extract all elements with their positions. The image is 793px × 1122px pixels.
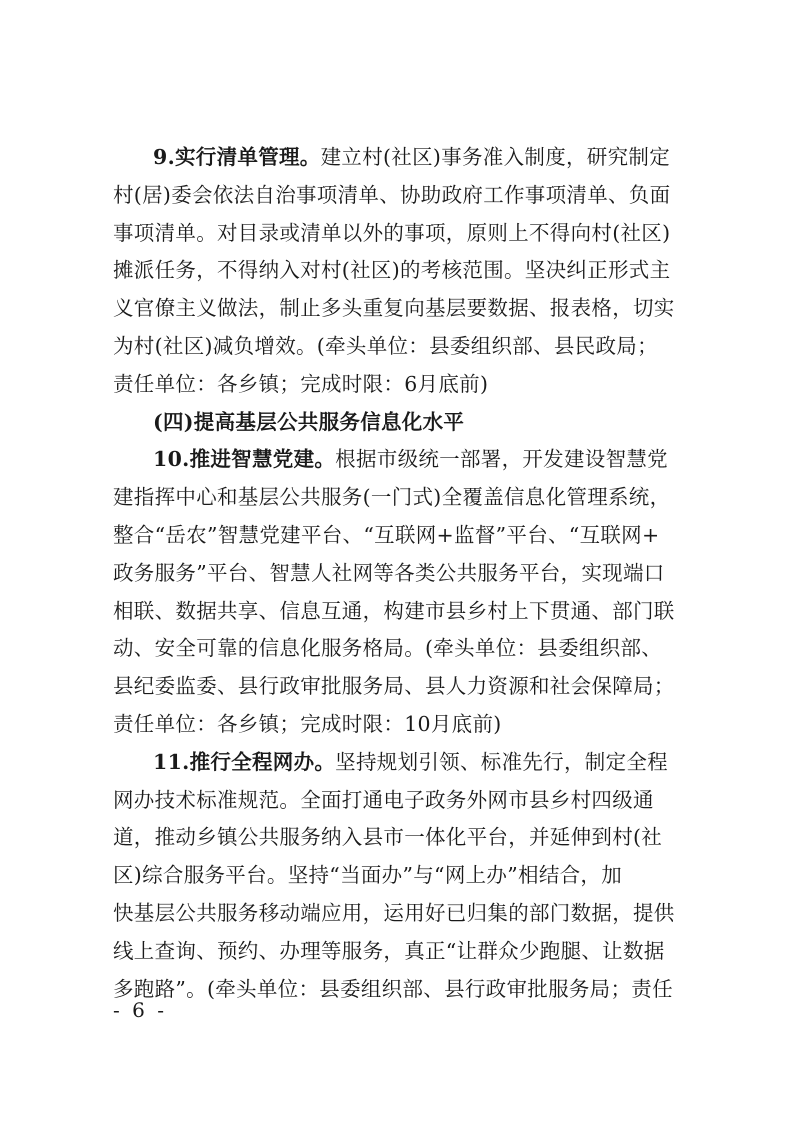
body-line: 区)综合服务平台。坚持“当面办”与“网上办”相结合，加 bbox=[113, 863, 623, 888]
body-line: 摊派任务，不得纳入对村(社区)的考核范围。坚决纠正形式主 bbox=[113, 258, 671, 283]
paragraph-heading: 10.推进智慧党建。 bbox=[153, 447, 336, 472]
paragraph-heading: 11.推行全程网办。 bbox=[153, 749, 336, 774]
body-line: 网办技术标准规范。全面打通电子政务外网市县乡村四级通 bbox=[113, 787, 654, 812]
body-line: 义官僚主义做法，制止多头重复向基层要数据、报表格，切实 bbox=[113, 296, 675, 321]
body-line: 事项清单。对目录或清单以外的事项，原则上不得向村(社区) bbox=[113, 220, 671, 245]
body-line: 相联、数据共享、信息互通，构建市县乡村上下贯通、部门联 bbox=[113, 598, 675, 623]
body-line: 建指挥中心和基层公共服务(一门式)全覆盖信息化管理系统， bbox=[113, 485, 671, 510]
body-line: 道，推动乡镇公共服务纳入县市一体化平台，并延伸到村(社 bbox=[113, 825, 663, 850]
body-line: 坚持规划引领、标准先行，制定全程 bbox=[335, 749, 668, 774]
section-heading: (四)提高基层公共服务信息化水平 bbox=[153, 409, 465, 434]
paragraph-10 bbox=[113, 441, 693, 743]
paragraph-11 bbox=[113, 744, 693, 1009]
body-line: 政务服务”平台、智慧人社网等各类公共服务平台，实现端口 bbox=[113, 560, 665, 585]
body-line: 多跑路”。(牵头单位：县委组织部、县行政审批服务局；责任 bbox=[113, 976, 673, 1001]
page-number: - 6 - bbox=[113, 998, 167, 1022]
body-line: 根据市级统一部署，开发建设智慧党 bbox=[335, 447, 668, 472]
paragraph-9 bbox=[113, 139, 693, 404]
body-line: 县纪委监委、县行政审批服务局、县人力资源和社会保障局； bbox=[113, 674, 675, 699]
document-body bbox=[113, 139, 693, 1008]
body-line: 动、安全可靠的信息化服务格局。(牵头单位：县委组织部、 bbox=[113, 636, 663, 661]
body-line: 整合“岳农”智慧党建平台、“互联网+监督”平台、“互联网+ bbox=[113, 522, 660, 547]
body-line: 线上查询、预约、办理等服务，真正“让群众少跑腿、让数据 bbox=[113, 938, 665, 963]
body-line: 责任单位：各乡镇；完成时限：10月底前) bbox=[113, 711, 502, 736]
body-line: 建立村(社区)事务准入制度，研究制定 bbox=[320, 145, 671, 169]
paragraph-heading: 9.实行清单管理。 bbox=[153, 145, 321, 169]
body-line: 村(居)委会依法自治事项清单、协助政府工作事项清单、负面 bbox=[113, 182, 671, 207]
body-line: 责任单位：各乡镇；完成时限：6月底前) bbox=[113, 371, 489, 396]
body-line: 快基层公共服务移动端应用，运用好已归集的部门数据，提供 bbox=[113, 900, 675, 925]
body-line: 为村(社区)减负增效。(牵头单位：县委组织部、县民政局； bbox=[113, 333, 658, 358]
